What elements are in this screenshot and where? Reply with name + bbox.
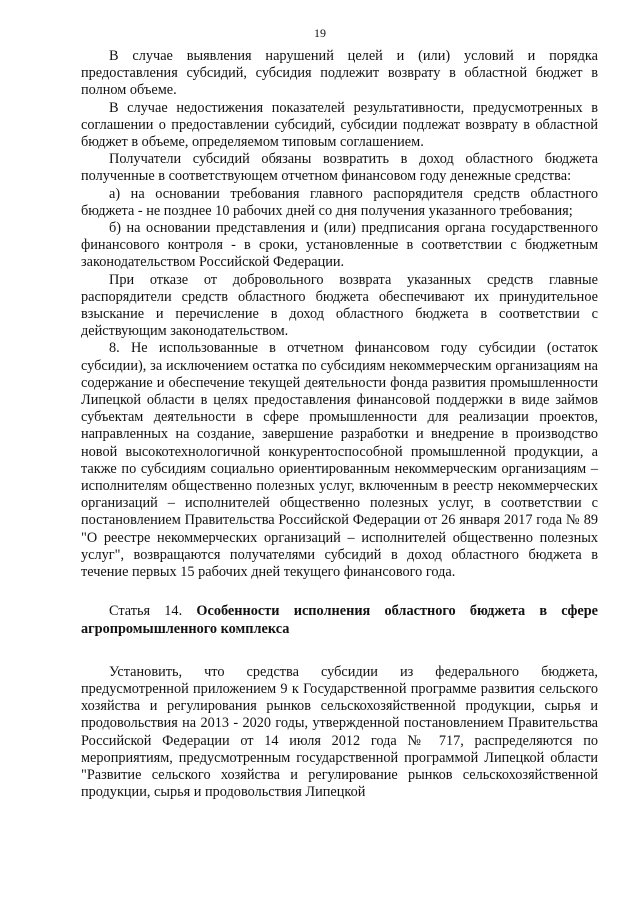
- article-label: Статья 14.: [109, 603, 183, 620]
- article-heading: [81, 603, 598, 637]
- paragraph: Установить, что средства субсидии из федерального бюджета, предусмотренной приложением 9 к Государственной программе развития сельского хозяйства и регулирования рынков сельскохозяйственной продукции, сырья и продовольствия на 2013 - 2020 годы, утвержденной постановлением Правительства Российской Федерации от 14 июля 2012 года № 717, распределяются по мероприятиям, предусмотренным государственной программой Липецкой области "Развитие сельского хозяйства и регулирование рынков сельскохозяйственной продукции, сырья и продовольствия Липецкой: [81, 663, 598, 801]
- paragraph: При отказе от добровольного возврата указанных средств главные распорядители средств областного бюджета обеспечивают их принудительное взыскание и перечисление в доход областного бюджета в соответствии с действующим законодательством.: [81, 271, 598, 340]
- paragraph: 8. Не использованные в отчетном финансовом году субсидии (остаток субсидии), за исключением остатка по субсидиям некоммерческим организациям на содержание и обеспечение текущей деятельности фонда развития промышленности Липецкой области в целях предоставления финансовой поддержки в виде займов субъектам деятельности в сфере промышленности для реализации проектов, направленных на создание, завершение разработки и внедрение в производство новой высокотехнологичной конкурентоспособной промышленной продукции, а также по субсидиям социально ориентированным некоммерческим организациям – исполнителям общественно полезных услуг, включенным в реестр некоммерческих организаций – исполнителей общественно полезных услуг, в соответствии с постановлением Правительства Российской Федерации от 26 января 2017 года № 89 "О реестре некоммерческих организаций – исполнителей общественно полезных услуг", возвращаются получателями субсидий в доход областного бюджета в течение первых 15 рабочих дней текущего финансового года.: [81, 340, 598, 581]
- page-number: 19: [314, 26, 326, 40]
- paragraph: а) на основании требования главного распорядителя средств областного бюджета - не позднее 10 рабочих дней со дня получения указанного требования;: [81, 185, 598, 219]
- paragraph: Получатели субсидий обязаны возвратить в доход областного бюджета полученные в соответствующем отчетном финансовом году денежные средства:: [81, 151, 598, 185]
- document-body: [81, 48, 598, 801]
- paragraph: В случае выявления нарушений целей и (или) условий и порядка предоставления субсидий, субсидия подлежит возврату в областной бюджет в полном объеме.: [81, 48, 598, 99]
- paragraph: В случае недостижения показателей результативности, предусмотренных в соглашении о предоставлении субсидий, субсидии подлежат возврату в областной бюджет в объеме, определяемом типовым соглашением.: [81, 99, 598, 151]
- article-title: Особенности исполнения областного бюджета в сфере агропромышленного комплекса: [81, 603, 598, 637]
- paragraph: б) на основании представления и (или) предписания органа государственного финансового контроля - в сроки, установленные в соответствии с бюджетным законодательством Российской Федерации.: [81, 220, 598, 271]
